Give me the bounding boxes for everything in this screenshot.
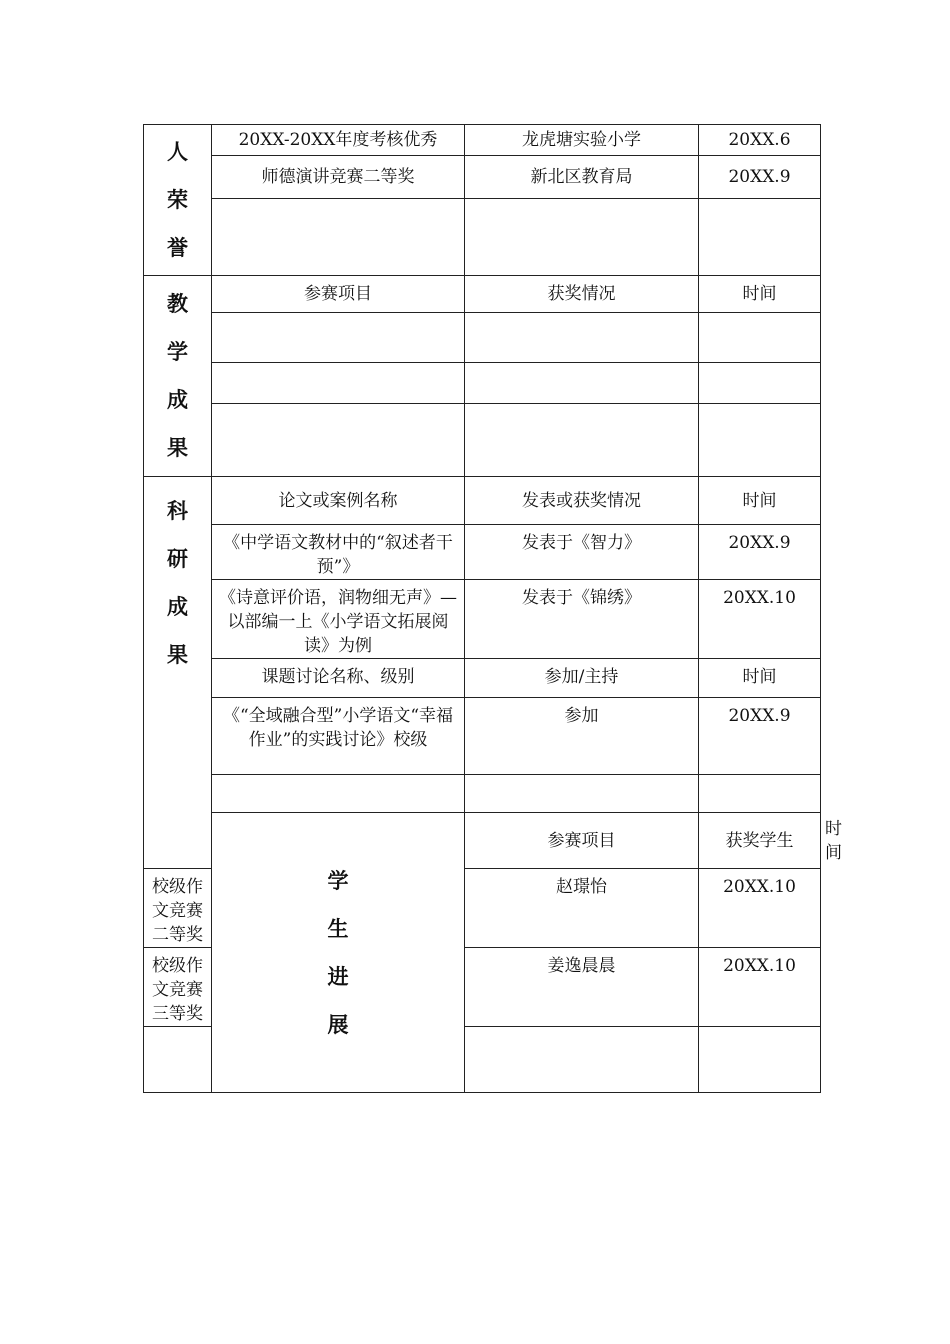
section-label-research: 科 研 成 果 (144, 477, 212, 869)
column-header: 参赛项目 (465, 813, 699, 869)
project-header-row (144, 659, 821, 698)
section-label-honor: 人 荣 誉 (144, 125, 212, 276)
teaching-cell (465, 404, 699, 477)
student-header-row: 学 生 进 展 参赛项目 获奖学生 时间 (144, 813, 821, 869)
student-award-cell: 校级作文竞赛三等奖 (144, 948, 212, 1027)
honor-row-empty (144, 199, 821, 276)
teaching-cell (699, 404, 821, 477)
column-header: 获奖学生 (699, 813, 821, 869)
column-header: 时间 (699, 477, 821, 525)
section-label-teaching: 教 学 成 果 (144, 276, 212, 477)
honor-date-cell: 20XX.6 (699, 125, 821, 156)
project-role-cell: 参加 (465, 698, 699, 775)
honor-date-cell (699, 199, 821, 276)
paper-title-cell: 《诗意评价语，润物细无声》—以部编一上《小学语文拓展阅读》为例 (212, 580, 465, 659)
honor-issuer-cell: 新北区教育局 (465, 156, 699, 199)
paper-status-cell: 发表于《锦绣》 (465, 580, 699, 659)
column-header: 参加/主持 (465, 659, 699, 698)
research-row (144, 525, 821, 580)
paper-title-cell: 《中学语文教材中的“叙述者干预”》 (212, 525, 465, 580)
honor-date-cell: 20XX.9 (699, 156, 821, 199)
student-date-cell (699, 1027, 821, 1093)
teaching-cell (465, 313, 699, 363)
teaching-cell (699, 363, 821, 404)
column-header: 课题讨论名称、级别 (212, 659, 465, 698)
project-title-cell: 《“全域融合型”小学语文“幸福作业”的实践讨论》校级 (212, 698, 465, 775)
honor-award-cell: 20XX-20XX年度考核优秀 (212, 125, 465, 156)
student-award-cell (144, 1027, 212, 1093)
student-date-cell: 20XX.10 (699, 869, 821, 948)
teaching-cell (465, 363, 699, 404)
project-date-cell: 20XX.9 (699, 698, 821, 775)
teaching-cell (699, 313, 821, 363)
teaching-cell (212, 313, 465, 363)
project-row (144, 698, 821, 775)
research-row (144, 580, 821, 659)
student-date-cell: 20XX.10 (699, 948, 821, 1027)
section-label-student: 学 生 进 展 (212, 813, 465, 1093)
student-name-cell: 姜逸晨晨 (465, 948, 699, 1027)
paper-date-cell: 20XX.9 (699, 525, 821, 580)
honor-award-cell: 师德演讲竞赛二等奖 (212, 156, 465, 199)
column-header: 时间 (699, 276, 821, 313)
column-header: 参赛项目 (212, 276, 465, 313)
paper-status-cell: 发表于《智力》 (465, 525, 699, 580)
student-name-cell: 赵璟怡 (465, 869, 699, 948)
teaching-cell (212, 363, 465, 404)
project-date-cell (699, 775, 821, 813)
honor-row (144, 156, 821, 199)
column-header: 论文或案例名称 (212, 477, 465, 525)
honor-row (144, 125, 821, 156)
column-header: 获奖情况 (465, 276, 699, 313)
project-title-cell (212, 775, 465, 813)
research-header-row (144, 477, 821, 525)
honor-issuer-cell: 龙虎塘实验小学 (465, 125, 699, 156)
student-award-cell: 校级作文竞赛二等奖 (144, 869, 212, 948)
project-role-cell (465, 775, 699, 813)
honor-award-cell (212, 199, 465, 276)
teaching-cell (212, 404, 465, 477)
record-table (143, 124, 842, 1093)
honor-issuer-cell (465, 199, 699, 276)
teaching-row-empty (144, 363, 821, 404)
student-name-cell (465, 1027, 699, 1093)
teaching-row-empty (144, 313, 821, 363)
paper-date-cell: 20XX.10 (699, 580, 821, 659)
project-row-empty (144, 775, 821, 813)
column-header: 发表或获奖情况 (465, 477, 699, 525)
teaching-row-empty (144, 404, 821, 477)
teaching-header-row (144, 276, 821, 313)
column-header: 时间 (699, 659, 821, 698)
